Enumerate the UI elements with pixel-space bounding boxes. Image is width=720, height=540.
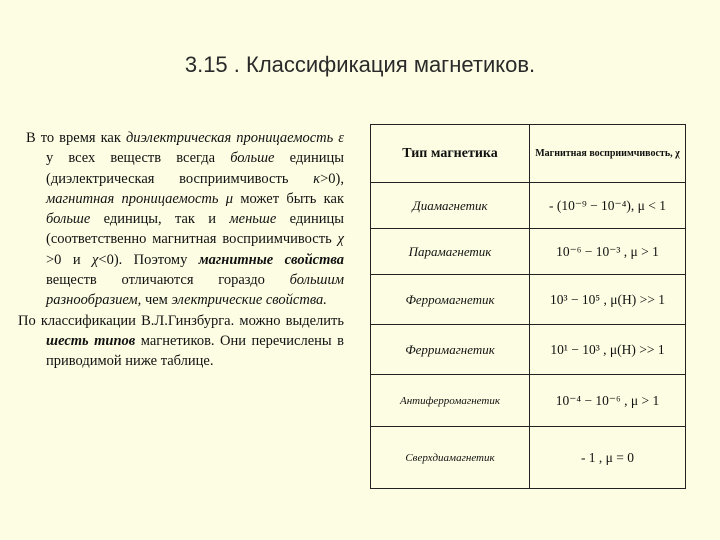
text-run: <0). Поэтому xyxy=(98,251,199,268)
text-run: >0 и xyxy=(46,251,92,268)
text-run: единицы (соответственно магнитная восприимчивость xyxy=(46,211,344,248)
row-value: - (10⁻⁹ − 10⁻⁴), μ < 1 xyxy=(530,183,686,229)
text-run: шесть типов xyxy=(46,332,136,349)
paragraph-2 xyxy=(18,311,344,372)
table-row xyxy=(371,375,686,427)
row-value: 10¹ − 10³ , μ(H) >> 1 xyxy=(530,325,686,375)
text-run: χ xyxy=(92,251,99,268)
text-run: большим разнообразием, xyxy=(46,272,344,309)
text-run: В то время как xyxy=(26,130,126,146)
text-run: единицы (диэлектрическая восприимчивость xyxy=(46,150,344,187)
text-run: >0), xyxy=(320,170,344,187)
text-run: единицы, так и xyxy=(90,211,230,228)
text-run: чем xyxy=(141,292,172,309)
paragraph-1 xyxy=(26,128,344,311)
text-run: веществ отличаются гораздо xyxy=(46,272,290,289)
table-row xyxy=(371,325,686,375)
text-run: диэлектрическая проницаемость ε xyxy=(125,130,345,146)
text-run: По классификации В.Л.Гинзбурга. можно выделить xyxy=(18,312,344,329)
row-value: - 1 , μ = 0 xyxy=(530,427,686,489)
text-run: магнитная проницаемость μ xyxy=(46,190,234,207)
text-run: больше xyxy=(230,150,275,167)
body-text xyxy=(18,128,345,372)
header-susceptibility: Магнитная восприимчивость, χ xyxy=(530,125,686,183)
row-type: Ферримагнетик xyxy=(371,325,530,375)
row-type: Парамагнетик xyxy=(371,229,530,275)
text-run: χ xyxy=(337,231,344,248)
text-run: больше xyxy=(46,211,91,228)
table-row xyxy=(371,229,686,275)
text-run: электрические свойства. xyxy=(171,292,327,309)
row-type: Диамагнетик xyxy=(371,183,530,229)
text-run: у всех веществ всегда xyxy=(46,150,231,167)
row-value: 10⁻⁴ − 10⁻⁶ , μ > 1 xyxy=(530,375,686,427)
page-title: 3.15 . Классификация магнетиков. xyxy=(184,52,536,77)
row-type: Ферромагнетик xyxy=(371,275,530,325)
row-value: 10⁻⁶ − 10⁻³ , μ > 1 xyxy=(530,229,686,275)
header-type: Тип магнетика xyxy=(371,125,530,183)
row-type: Сверхдиамагнетик xyxy=(371,427,530,489)
table-row xyxy=(371,275,686,325)
table-row xyxy=(371,183,686,229)
text-run: меньше xyxy=(229,211,277,228)
text-run: магнитные свойства xyxy=(198,251,345,268)
row-type: Антиферромагнетик xyxy=(371,375,530,427)
table-row xyxy=(371,427,686,489)
row-value: 10³ − 10⁵ , μ(H) >> 1 xyxy=(530,275,686,325)
text-run: κ xyxy=(313,170,321,187)
table-header-row xyxy=(371,125,686,183)
text-run: может быть как xyxy=(233,190,344,207)
text-run: магнетиков. Они перечислены в приводимой ниже таблице. xyxy=(46,332,344,370)
magnetics-table xyxy=(370,124,686,489)
